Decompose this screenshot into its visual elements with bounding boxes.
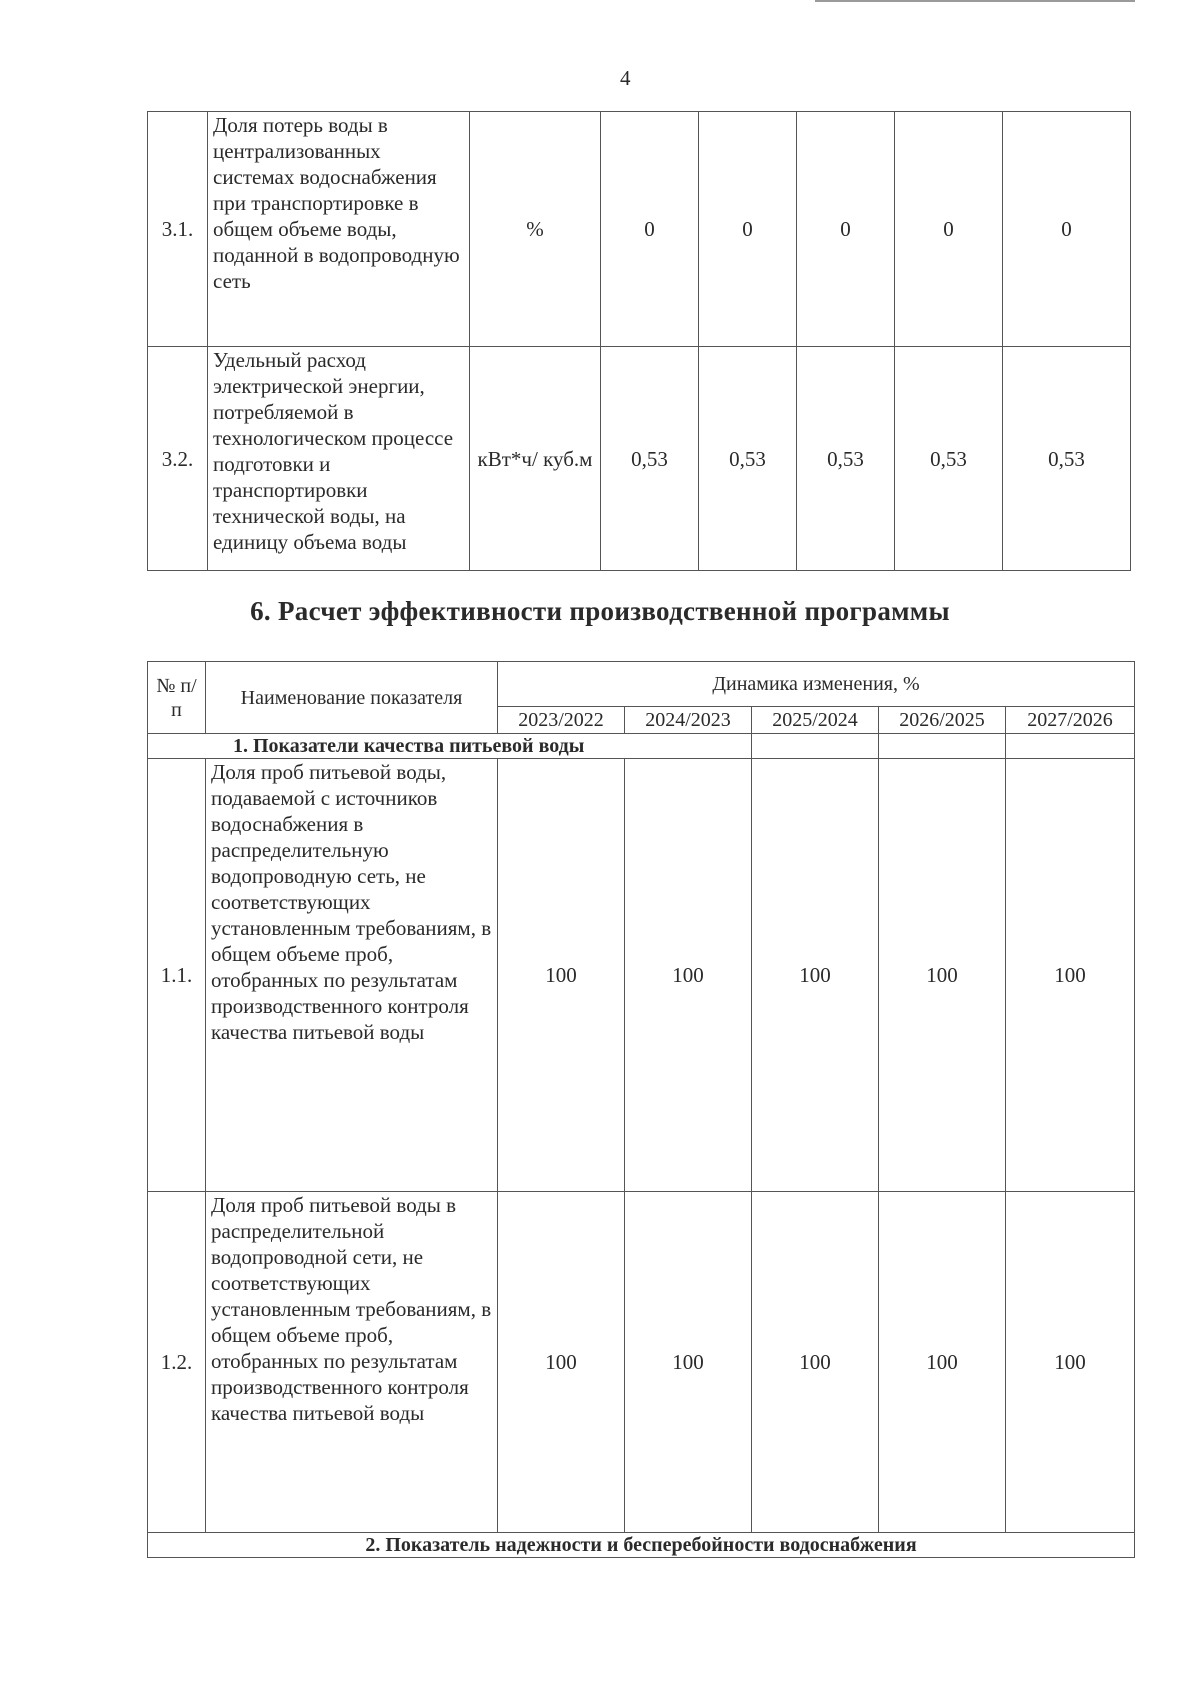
header-num: № п/п xyxy=(148,662,206,734)
value-cell: 100 xyxy=(752,759,879,1192)
header-dynamics: Динамика изменения, % xyxy=(498,662,1135,707)
page-number: 4 xyxy=(620,66,631,90)
value-cell: 0 xyxy=(1003,112,1131,347)
indicator-name: Доля проб питьевой воды в распределительной водопроводной сети, не соответствующих установленным требованиям, в общем объеме проб, отобранных по результатам производственного контроля качества питьевой воды xyxy=(206,1192,498,1533)
table-row xyxy=(148,1192,1135,1533)
empty-cell xyxy=(752,734,879,759)
table-row xyxy=(148,759,1135,1192)
empty-cell xyxy=(879,734,1006,759)
efficiency-table xyxy=(147,661,1135,1558)
group-title: 1. Показатели качества питьевой воды xyxy=(148,734,752,759)
value-cell: 100 xyxy=(498,759,625,1192)
table-row xyxy=(148,112,1131,347)
value-cell: 0,53 xyxy=(895,347,1003,571)
value-cell: 0 xyxy=(797,112,895,347)
period-header: 2024/2023 xyxy=(625,707,752,734)
indicators-table-continued xyxy=(147,111,1131,571)
period-header: 2025/2024 xyxy=(752,707,879,734)
indicator-name: Доля проб питьевой воды, подаваемой с источников водоснабжения в распределительную водопроводную сеть, не соответствующих установленным требованиям, в общем объеме проб, отобранных по результатам производственного контроля качества питьевой воды xyxy=(206,759,498,1192)
header-name: Наименование показателя xyxy=(206,662,498,734)
value-cell: 100 xyxy=(752,1192,879,1533)
value-cell: 100 xyxy=(1006,759,1135,1192)
value-cell: 100 xyxy=(625,1192,752,1533)
group-row xyxy=(148,734,1135,759)
unit-cell: % xyxy=(470,112,601,347)
row-number: 1.1. xyxy=(148,759,206,1192)
value-cell: 0,53 xyxy=(1003,347,1131,571)
value-cell: 0 xyxy=(601,112,699,347)
value-cell: 0,53 xyxy=(699,347,797,571)
group-row xyxy=(148,1533,1135,1558)
header-row xyxy=(148,662,1135,707)
table-row xyxy=(148,347,1131,571)
value-cell: 100 xyxy=(879,1192,1006,1533)
value-cell: 0,53 xyxy=(601,347,699,571)
section-title: 6. Расчет эффективности производственной программы xyxy=(250,596,950,626)
period-header: 2023/2022 xyxy=(498,707,625,734)
row-number: 3.1. xyxy=(148,112,208,347)
value-cell: 100 xyxy=(1006,1192,1135,1533)
value-cell: 0 xyxy=(699,112,797,347)
indicator-name: Удельный расход электрической энергии, потребляемой в технологическом процессе подготовки и транспортировки технической воды, на единицу объема воды xyxy=(208,347,470,571)
value-cell: 100 xyxy=(879,759,1006,1192)
value-cell: 0,53 xyxy=(797,347,895,571)
group-title: 2. Показатель надежности и бесперебойности водоснабжения xyxy=(148,1533,1135,1558)
indicator-name: Доля потерь воды в централизованных системах водоснабжения при транспортировке в общем объеме воды, поданной в водопроводную сеть xyxy=(208,112,470,347)
row-number: 3.2. xyxy=(148,347,208,571)
empty-cell xyxy=(1006,734,1135,759)
value-cell: 100 xyxy=(625,759,752,1192)
top-edge-line xyxy=(815,0,1135,2)
value-cell: 0 xyxy=(895,112,1003,347)
row-number: 1.2. xyxy=(148,1192,206,1533)
value-cell: 100 xyxy=(498,1192,625,1533)
unit-cell: кВт*ч/ куб.м xyxy=(470,347,601,571)
period-header: 2027/2026 xyxy=(1006,707,1135,734)
period-header: 2026/2025 xyxy=(879,707,1006,734)
